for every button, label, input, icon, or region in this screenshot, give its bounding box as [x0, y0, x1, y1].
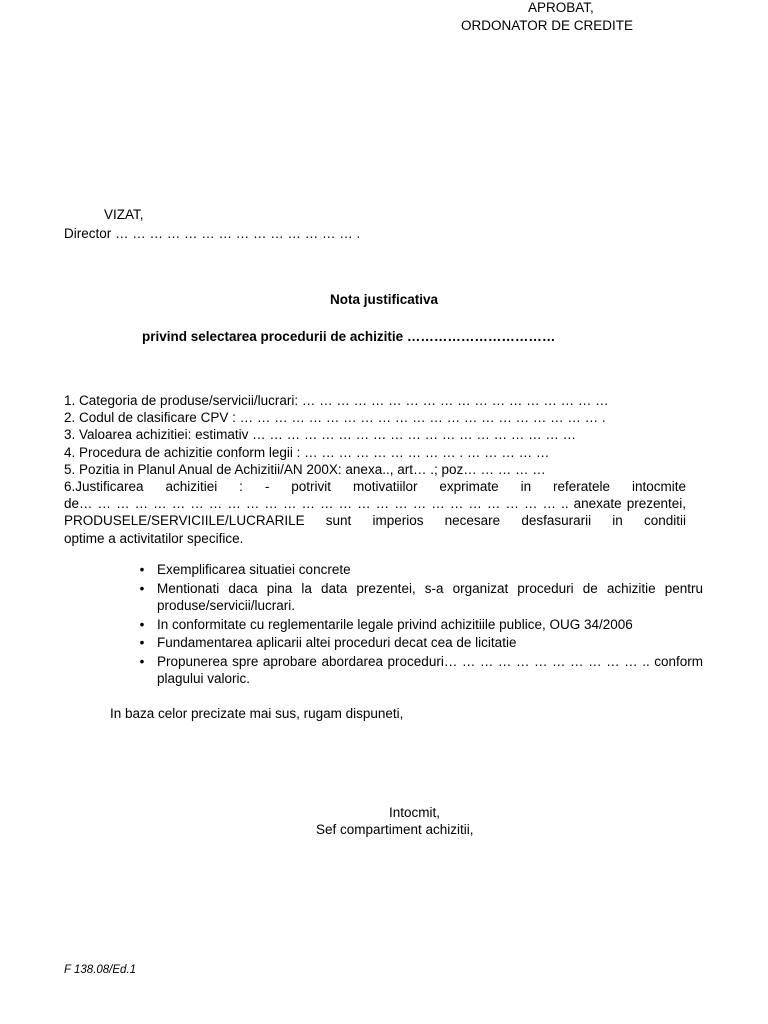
- bullet-icon: •: [139, 635, 145, 650]
- bullet-icon: •: [139, 580, 145, 596]
- document-title: Nota justificativa: [329, 292, 439, 307]
- bullet-icon: •: [139, 562, 145, 577]
- item-estimated-value: 3. Valoarea achizitiei: estimativ … … … … … … … … … … … … … … … … … … …: [64, 427, 577, 443]
- list-item: [136, 634, 703, 652]
- item-annual-plan-position: 5. Pozitia in Planul Anual de Achizitii/AN 200X: anexa.., art… .; poz… … … … …: [64, 461, 546, 477]
- item-list: [64, 392, 686, 547]
- bullet-list: [136, 561, 703, 689]
- director-line: Director … … … … … … … … … … … … … … .: [64, 226, 361, 241]
- bullet-text: Exemplificarea situatiei concrete: [157, 562, 351, 577]
- prepared-by-label: Intocmit,: [389, 805, 441, 820]
- list-item: [136, 653, 703, 688]
- justification-line-2: de… … … … … … … … … … … … … … … … … … … … … … … … … … .. anexate prezentei,: [64, 496, 686, 512]
- list-item: [136, 561, 703, 579]
- list-item: [136, 616, 703, 634]
- document-subtitle: privind selectarea procedurii de achizitie ……………………………: [142, 329, 556, 344]
- credit-authority-label: ORDONATOR DE CREDITE: [461, 18, 634, 33]
- approved-label: APROBAT,: [528, 0, 594, 15]
- visa-label: VIZAT,: [104, 207, 144, 222]
- justification-line-4: optime a activitatilor specifice.: [64, 530, 244, 546]
- list-item: [136, 580, 703, 615]
- bullet-icon: •: [139, 616, 145, 632]
- item-procedure: 4. Procedura de achizitie conform legii : … … … … … … … … … . … … … … …: [64, 444, 550, 460]
- item-category: 1. Categoria de produse/servicii/lucrari: … … … … … … … … … … … … … … … … … …: [64, 393, 609, 408]
- justification-line-3: PRODUSELE/SERVICIILE/LUCRARILE sunt imperios necesare desfasurarii in conditii: [64, 513, 686, 529]
- signatory-role: Sef compartiment achizitii,: [316, 822, 474, 837]
- bullet-text: In conformitate cu reglementarile legale privind achizitiile publice, OUG 34/2006: [157, 616, 633, 632]
- bullet-text: Mentionati daca pina la data prezentei, s-a organizat proceduri de achizitie pentru produse/servicii/lucrari.: [157, 580, 703, 613]
- item-cpv-code: 2. Codul de clasificare CPV : … … … … … … … … … … … … … … … … … … … … … .: [64, 410, 606, 426]
- bullet-text: Fundamentarea aplicarii altei proceduri decat cea de licitatie: [157, 635, 517, 650]
- justification-line-1: 6.Justificarea achizitiei : - potrivit motivatiilor exprimate in referatele intocmite: [64, 479, 686, 495]
- bullet-icon: •: [139, 653, 145, 669]
- closing-request: In baza celor precizate mai sus, rugam dispuneti,: [110, 706, 404, 721]
- bullet-text: Propunerea spre aprobare abordarea proceduri… … … … … … … … … … … .. conform plagului valoric.: [157, 653, 703, 686]
- form-code: F 138.08/Ed.1: [64, 964, 137, 976]
